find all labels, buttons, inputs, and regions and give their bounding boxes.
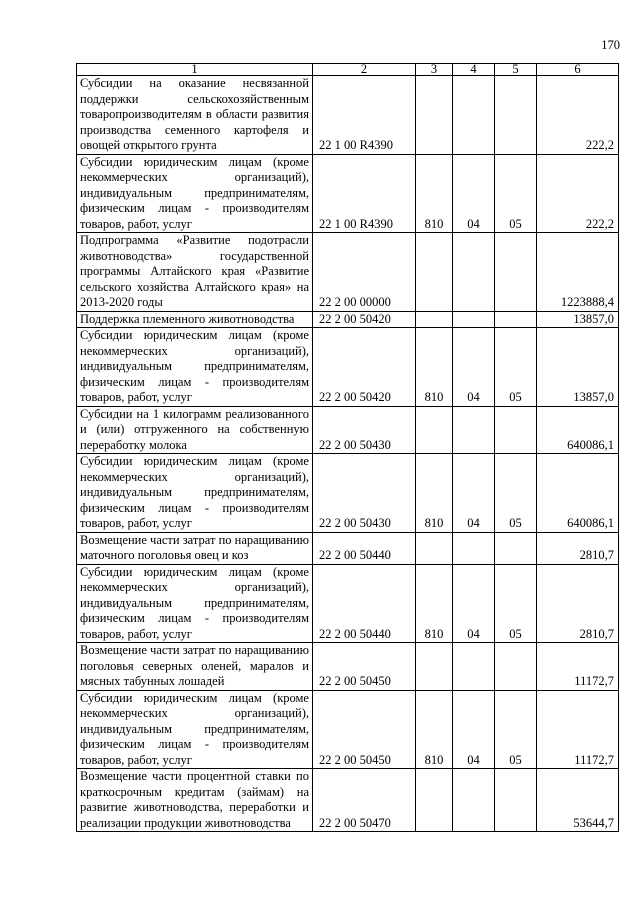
row-expense-type [416,233,453,312]
row-amount: 222,2 [537,76,619,155]
row-section [453,233,495,312]
row-subsection: 05 [495,564,537,643]
row-code: 22 2 00 50470 [313,769,416,832]
row-name: Субсидии юридическим лицам (кроме некоммерческих организаций), индивидуальным предпринимателям, физическим лицам - производителям товаров, работ, услуг [77,564,313,643]
row-expense-type [416,76,453,155]
row-subsection [495,769,537,832]
table-row [77,311,619,328]
table-row [77,76,619,155]
row-code: 22 2 00 50450 [313,643,416,691]
row-section: 04 [453,564,495,643]
row-expense-type [416,769,453,832]
row-amount: 2810,7 [537,532,619,564]
table-row [77,769,619,832]
row-section: 04 [453,690,495,769]
row-name: Подпрограмма «Развитие подотрасли животноводства» государственной программы Алтайского края «Развитие сельского хозяйства Алтайского края» на 2013-2020 годы [77,233,313,312]
row-amount: 640086,1 [537,406,619,454]
row-code: 22 1 00 R4390 [313,154,416,233]
row-name: Возмещение части процентной ставки по краткосрочным кредитам (займам) на развитие животноводства, переработки и реализации продукции животноводства [77,769,313,832]
table-row [77,643,619,691]
row-code: 22 1 00 R4390 [313,76,416,155]
row-code: 22 2 00 50430 [313,406,416,454]
row-section [453,532,495,564]
row-subsection: 05 [495,454,537,533]
row-subsection [495,233,537,312]
header-row [77,64,619,76]
table-row [77,532,619,564]
row-expense-type: 810 [416,328,453,407]
row-amount: 13857,0 [537,311,619,328]
column-header: 3 [416,64,453,76]
table-row [77,454,619,533]
row-section [453,76,495,155]
row-section [453,311,495,328]
row-amount: 11172,7 [537,643,619,691]
table-row [77,328,619,407]
row-amount: 1223888,4 [537,233,619,312]
row-amount: 13857,0 [537,328,619,407]
row-subsection: 05 [495,328,537,407]
row-expense-type [416,532,453,564]
row-expense-type [416,406,453,454]
table-row [77,406,619,454]
row-section [453,769,495,832]
table-row [77,154,619,233]
row-code: 22 2 00 50440 [313,532,416,564]
row-expense-type [416,311,453,328]
row-expense-type: 810 [416,690,453,769]
row-subsection [495,76,537,155]
row-name: Субсидии юридическим лицам (кроме некоммерческих организаций), индивидуальным предпринимателям, физическим лицам - производителям товаров, работ, услуг [77,690,313,769]
row-subsection: 05 [495,154,537,233]
row-code: 22 2 00 50440 [313,564,416,643]
row-name: Субсидии на 1 килограмм реализованного и (или) отгруженного на собственную переработку молока [77,406,313,454]
row-expense-type [416,643,453,691]
row-name: Возмещение части затрат по наращиванию поголовья северных оленей, маралов и мясных табунных лошадей [77,643,313,691]
row-name: Поддержка племенного животноводства [77,311,313,328]
budget-table [76,63,619,832]
row-section [453,643,495,691]
row-subsection [495,311,537,328]
row-section: 04 [453,454,495,533]
row-section: 04 [453,154,495,233]
row-section: 04 [453,328,495,407]
row-section [453,406,495,454]
row-name: Субсидии юридическим лицам (кроме некоммерческих организаций), индивидуальным предпринимателям, физическим лицам - производителям товаров, работ, услуг [77,328,313,407]
column-header: 6 [537,64,619,76]
column-header: 2 [313,64,416,76]
row-name: Субсидии юридическим лицам (кроме некоммерческих организаций), индивидуальным предпринимателям, физическим лицам - производителям товаров, работ, услуг [77,454,313,533]
row-subsection [495,532,537,564]
row-name: Субсидии на оказание несвязанной поддержки сельскохозяйственным товаропроизводителям в области развития производства семенного картофеля и овощей открытого грунта [77,76,313,155]
row-amount: 222,2 [537,154,619,233]
row-subsection: 05 [495,690,537,769]
row-code: 22 2 00 00000 [313,233,416,312]
column-header: 4 [453,64,495,76]
row-expense-type: 810 [416,454,453,533]
row-amount: 53644,7 [537,769,619,832]
table-row [77,564,619,643]
row-code: 22 2 00 50420 [313,328,416,407]
column-header: 5 [495,64,537,76]
row-amount: 640086,1 [537,454,619,533]
row-code: 22 2 00 50430 [313,454,416,533]
row-expense-type: 810 [416,154,453,233]
row-amount: 11172,7 [537,690,619,769]
table-row [77,690,619,769]
column-header: 1 [77,64,313,76]
row-code: 22 2 00 50450 [313,690,416,769]
table-row [77,233,619,312]
row-subsection [495,406,537,454]
page-number: 170 [601,38,620,52]
row-amount: 2810,7 [537,564,619,643]
row-name: Субсидии юридическим лицам (кроме некоммерческих организаций), индивидуальным предпринимателям, физическим лицам - производителям товаров, работ, услуг [77,154,313,233]
row-subsection [495,643,537,691]
row-code: 22 2 00 50420 [313,311,416,328]
row-name: Возмещение части затрат по наращиванию маточного поголовья овец и коз [77,532,313,564]
row-expense-type: 810 [416,564,453,643]
